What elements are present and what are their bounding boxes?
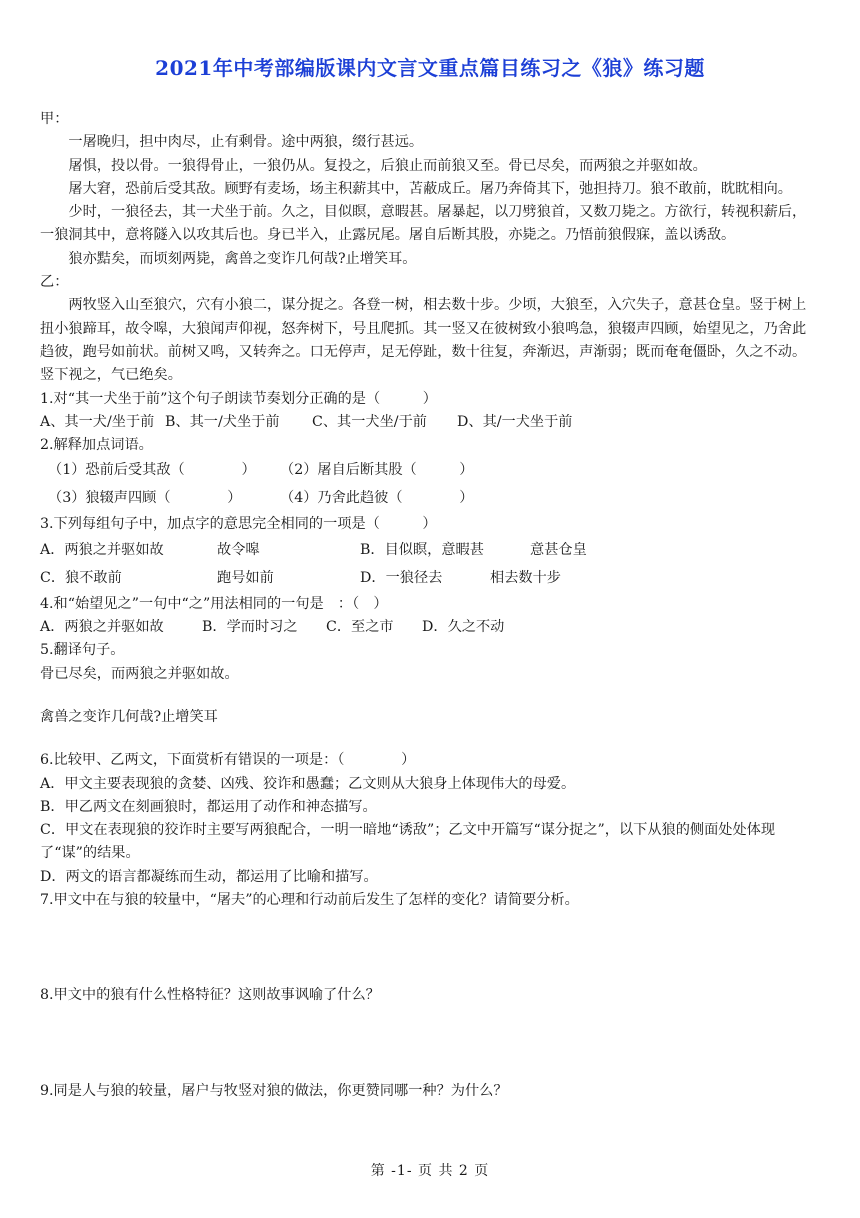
q6-option-d: D．两文的语言都凝练而生动，都运用了比喻和描写。 [40,868,378,885]
q4-option-a: A．两狼之并驱如故 [40,619,164,636]
question-7: 7.甲文中在与狼的较量中，“屠夫”的心理和行动前后发生了怎样的变化？请简要分析。 [40,892,579,909]
section-label-yi: 乙： [40,274,69,291]
question-5-stem: 5.翻译句子。 [40,642,125,659]
section-label-jia: 甲： [40,111,69,127]
jia-paragraph: 一屠晚归，担中肉尽，止有剩骨。途中两狼，缀行甚远。 [68,134,424,151]
q4-option-d: D．久之不动 [422,619,505,636]
q4-option-b: B．学而时习之 [202,619,298,636]
q2-item-1: （1）恐前后受其敌（ ） [48,461,256,478]
question-8: 8.甲文中的狼有什么性格特征？这则故事讽喻了什么？ [40,987,380,1004]
q3-option-b-pair: 意甚仓皇 [530,542,587,559]
question-6-stem: 6.比较甲、乙两文，下面赏析有错误的一项是：（ ） [40,752,416,769]
option-d: D、其/一犬坐于前 [457,413,573,430]
question-4-stem: 4.和“始望见之”一句中“之”用法相同的一句是 ：（ ） [40,595,388,612]
q6-option-a: A．甲文主要表现狼的贪婪、凶残、狡诈和愚蠢；乙文则从大狼身上体现伟大的母爱。 [40,775,576,792]
q3-option-c: C．狼不敢前 [40,570,122,587]
q6-option-b: B．甲乙两文在刻画狼时，都运用了动作和神态描写。 [40,798,377,815]
question-1-options [40,411,820,434]
q4-option-c: C．至之市 [326,619,394,636]
q2-item-2: （2）屠自后断其股（ ） [280,461,474,478]
question-3-stem: 3.下列每组句子中，加点字的意思完全相同的一项是（ ） [40,516,437,533]
yi-paragraph: 两牧竖入山至狼穴，穴有小狼二，谋分捉之。各登一树，相去数十步。少顷，大狼至，入穴失子，意甚仓皇。竖于树上扭小狼蹄耳，故令嗥，大狼闻声仰视，怒奔树下，号且爬抓。其一竖又在彼树致小狼鸣急，狼辍声四顾，始望见之，乃舍此趋彼，跑号如前状。前树又鸣，又转奔之。口无停声，足无停趾，数十往复，奔渐迟，声渐弱；既而奄奄僵卧，久之不动。竖下视之，气已绝矣。 [40,297,807,384]
option-c: C、其一犬坐/于前 [312,413,427,430]
q2-item-4: （4）乃舍此趋彼（ ） [280,489,474,506]
question-1-stem: 1.对“其一犬坐于前”这个句子朗读节奏划分正确的是（ ） [40,390,437,407]
worksheet-body [40,108,820,1103]
q3-option-d-pair: 相去数十步 [490,570,561,587]
question-2-row-1 [48,457,820,483]
q3-option-a: A．两狼之并驱如故 [40,542,164,559]
q5-sentence-1: 骨已尽矣，而两狼之并驱如故。 [40,665,239,682]
page-footer: 第 -1- 页 共 2 页 [370,1163,490,1179]
page-title: 2021年中考部编版课内文言文重点篇目练习之《狼》练习题 [155,56,705,80]
q3-option-d: D．一狼径去 [360,570,443,587]
option-b: B、其一/犬坐于前 [165,413,280,430]
jia-paragraph: 狼亦黠矣，而顷刻两毙，禽兽之变诈几何哉?止增笑耳。 [68,250,417,267]
question-2-row-2 [48,483,820,513]
jia-paragraph: 少时，一狼径去，其一犬坐于前。久之，目似瞑，意暇甚。屠暴起，以刀劈狼首，又数刀毙之。方欲行，转视积薪后，一狼洞其中，意将隧入以攻其后也。身已半入，止露尻尾。屠自后断其股，亦毙之。乃悟前狼假寐，盖以诱敌。 [40,204,807,244]
q6-option-c: C．甲文在表现狼的狡诈时主要写两狼配合，一明一暗地“诱敌”；乙文中开篇写“谋分捉之”，以下从狼的侧面处处体现了“谋”的结果。 [40,822,776,862]
question-3-row-1 [40,537,820,565]
q3-option-b: B．目似瞑，意暇甚 [360,542,484,559]
q3-option-a-pair: 故令嗥 [217,542,260,559]
question-4-options [40,616,820,639]
q2-item-3: （3）狼辍声四顾（ ） [48,489,242,506]
option-a: A、其一犬/坐于前 [40,413,155,430]
q3-option-c-pair: 跑号如前 [217,570,274,587]
q5-sentence-2: 禽兽之变诈几何哉?止增笑耳 [40,708,218,725]
question-9: 9.同是人与狼的较量，屠户与牧竖对狼的做法，你更赞同哪一种？为什么？ [40,1082,508,1099]
question-2-stem: 2.解释加点词语。 [40,437,153,454]
jia-paragraph: 屠大窘，恐前后受其敌。顾野有麦场，场主积薪其中，苫蔽成丘。屠乃奔倚其下，弛担持刀。狼不敢前，眈眈相向。 [68,180,792,197]
jia-paragraph: 屠惧，投以骨。一狼得骨止，一狼仍从。复投之，后狼止而前狼又至。骨已尽矣，而两狼之并驱如故。 [68,157,707,174]
question-3-row-2 [40,565,820,593]
